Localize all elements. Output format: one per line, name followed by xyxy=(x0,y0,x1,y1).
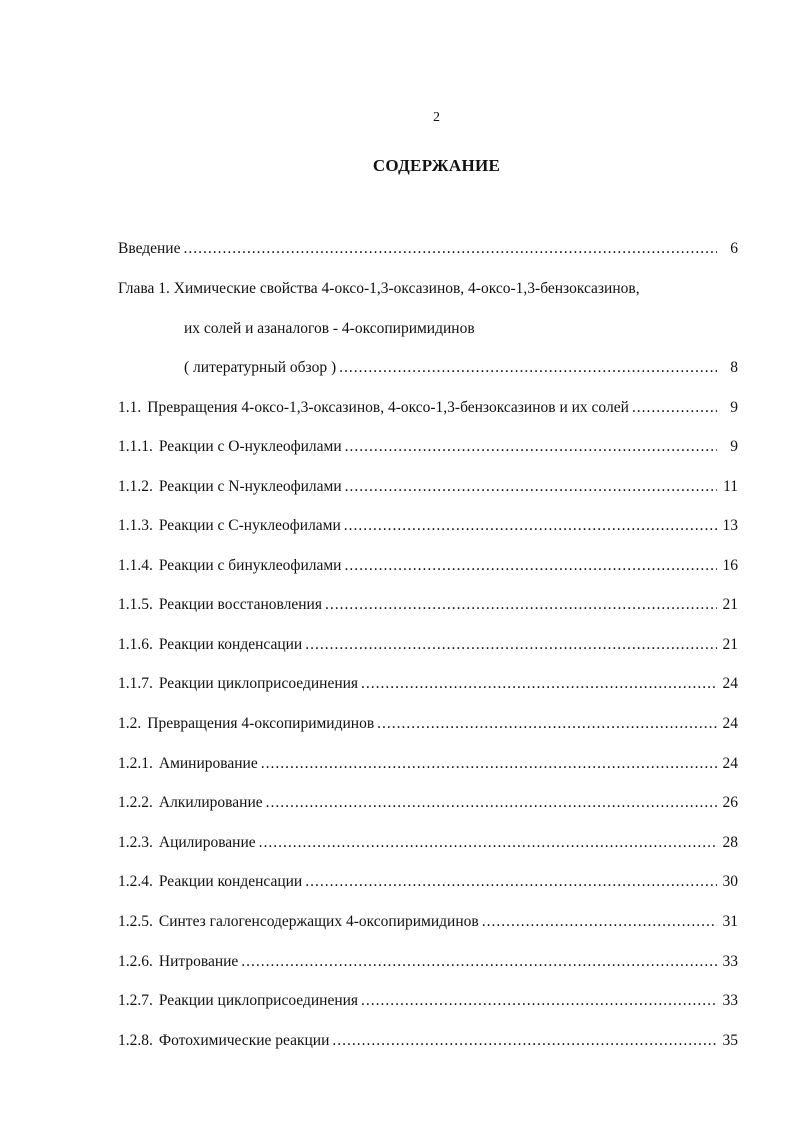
toc-entry[interactable] xyxy=(118,872,738,892)
toc-entry-text: ( литературный обзор ) xyxy=(184,359,337,376)
leader-dots xyxy=(259,833,717,853)
toc-entry[interactable] xyxy=(118,952,738,972)
toc-entry-number: 1.2.8. xyxy=(118,1032,153,1049)
toc-entry-number: 1.2. xyxy=(118,715,142,732)
toc-entry-number: 1.1.1. xyxy=(118,438,153,455)
toc-page-number: 13 xyxy=(722,517,738,534)
leader-dots xyxy=(261,754,717,774)
toc-entry-number: 1.1.6. xyxy=(118,636,153,653)
toc-page-number: 31 xyxy=(722,913,738,930)
toc-entry[interactable] xyxy=(118,833,738,853)
toc-page-number: 28 xyxy=(722,834,738,851)
toc-entry[interactable] xyxy=(118,714,738,734)
toc-entry[interactable] xyxy=(118,1031,738,1051)
toc-entry[interactable] xyxy=(118,595,738,615)
toc-entry-number: 1.1.4. xyxy=(118,557,153,574)
toc-page-number: 26 xyxy=(722,794,738,811)
toc-entry-text: Реакции конденсации xyxy=(158,636,303,653)
toc-entry[interactable] xyxy=(118,437,738,457)
toc-entry-text: Реакции с С-нуклеофилами xyxy=(158,517,341,534)
toc-entry-text: Аминирование xyxy=(158,755,258,772)
toc-entry-text: Реакции циклоприсоединения xyxy=(158,675,359,692)
leader-dots xyxy=(377,714,717,734)
toc-entry-number: 1.1.7. xyxy=(118,675,153,692)
toc-entry-number: 1.1.2. xyxy=(118,478,153,495)
leader-dots xyxy=(482,912,717,932)
toc-entry-number: 1.2.5. xyxy=(118,913,153,930)
toc-entry-text: Синтез галогенсодержащих 4-оксопиримидинов xyxy=(158,913,479,930)
toc-entry-text: Фотохимические реакции xyxy=(158,1032,330,1049)
leader-dots xyxy=(325,595,717,615)
leader-dots xyxy=(183,239,717,259)
toc-entry[interactable] xyxy=(118,556,738,576)
toc-entry-text: Реакции с бинуклеофилами xyxy=(158,557,342,574)
toc-entry-number: 1.2.3. xyxy=(118,834,153,851)
leader-dots xyxy=(344,516,717,536)
page-title: СОДЕРЖАНИЕ xyxy=(372,156,501,175)
toc-page-number: 30 xyxy=(722,873,738,890)
toc-entry-number: 1.2.1. xyxy=(118,755,153,772)
toc-entry[interactable] xyxy=(118,793,738,813)
toc-page-number: 6 xyxy=(730,240,738,257)
toc-page-number: 24 xyxy=(722,715,738,732)
toc-entry[interactable] xyxy=(118,754,738,774)
page-number: 2 xyxy=(433,110,440,125)
toc-entry-text: Ацилирование xyxy=(158,834,256,851)
leader-dots xyxy=(241,952,717,972)
toc-entry-number: 1.1.3. xyxy=(118,517,153,534)
toc-entry-chapter-1[interactable] xyxy=(184,358,738,378)
toc-entry-text: Реакции с N-нуклеофилами xyxy=(158,478,342,495)
toc-entry-text: Превращения 4-оксопиримидинов xyxy=(147,715,375,732)
toc-entry-text: Реакции с О-нуклеофилами xyxy=(158,438,342,455)
toc-entry[interactable] xyxy=(118,674,738,694)
toc-entry-text: Реакции восстановления xyxy=(158,596,322,613)
toc-entry[interactable] xyxy=(118,912,738,932)
leader-dots xyxy=(344,556,717,576)
leader-dots xyxy=(332,1031,717,1051)
toc-page-number: 24 xyxy=(722,755,738,772)
leader-dots xyxy=(266,793,717,813)
leader-dots xyxy=(632,398,717,418)
leader-dots xyxy=(305,872,717,892)
toc-entry-intro[interactable] xyxy=(118,239,738,259)
toc-entry-number: 1.2.4. xyxy=(118,873,153,890)
toc-entry[interactable] xyxy=(118,635,738,655)
toc-entry[interactable] xyxy=(118,398,738,418)
toc-page-number: 9 xyxy=(730,399,738,416)
chapter-1-heading-line2: их солей и азаналогов - 4-оксопиримидинов xyxy=(184,320,475,337)
toc-page-number: 11 xyxy=(723,478,738,495)
toc-entry-text: Введение xyxy=(118,240,181,257)
leader-dots xyxy=(339,358,717,378)
toc-page-number: 16 xyxy=(722,557,738,574)
toc-entry-text: Алкилирование xyxy=(158,794,263,811)
toc-entry[interactable] xyxy=(118,991,738,1011)
leader-dots xyxy=(361,674,717,694)
toc-entry-text: Превращения 4-оксо-1,3-оксазинов, 4-оксо-1,3-бензоксазинов и их солей xyxy=(147,399,629,416)
toc-page-number: 35 xyxy=(722,1032,738,1049)
toc-page-number: 21 xyxy=(722,596,738,613)
toc-page-number: 8 xyxy=(730,359,738,376)
toc-page-number: 9 xyxy=(730,438,738,455)
leader-dots xyxy=(361,991,717,1011)
leader-dots xyxy=(345,437,717,457)
toc-entry[interactable] xyxy=(118,516,738,536)
toc-entry-text: Реакции циклоприсоединения xyxy=(158,992,359,1009)
leader-dots xyxy=(345,477,717,497)
toc-entry-text: Реакции конденсации xyxy=(158,873,303,890)
toc-entry-number: 1.1.5. xyxy=(118,596,153,613)
toc-page-number: 21 xyxy=(722,636,738,653)
toc-entry-number: 1.2.6. xyxy=(118,953,153,970)
toc-entry-text: Нитрование xyxy=(158,953,239,970)
leader-dots xyxy=(305,635,717,655)
toc-entry[interactable] xyxy=(118,477,738,497)
chapter-1-heading-line1: Глава 1. Химические свойства 4-оксо-1,3-оксазинов, 4-оксо-1,3-бензоксазинов, xyxy=(118,280,640,297)
toc-entry-number: 1.2.7. xyxy=(118,992,153,1009)
toc-page-number: 33 xyxy=(722,992,738,1009)
toc-entry-number: 1.2.2. xyxy=(118,794,153,811)
toc-page-number: 24 xyxy=(722,675,738,692)
toc-page-number: 33 xyxy=(722,953,738,970)
toc-entry-number: 1.1. xyxy=(118,399,142,416)
